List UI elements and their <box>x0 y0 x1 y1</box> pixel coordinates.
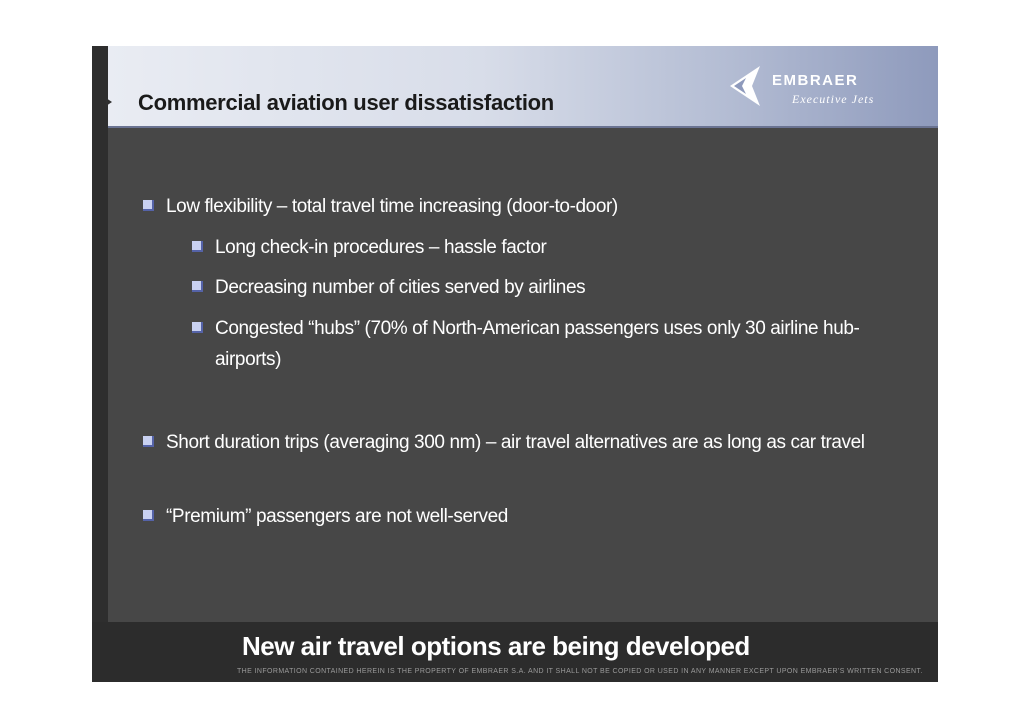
bullet-item <box>166 427 896 458</box>
square-bullet-icon <box>143 200 154 211</box>
bullet-text: Decreasing number of cities served by airlines <box>215 277 586 298</box>
bullet-text: Short duration trips (averaging 300 nm) – air travel alternatives are as long as car travel <box>166 432 865 453</box>
square-bullet-icon <box>192 281 203 292</box>
bullet-text: Congested “hubs” (70% of North-American passengers uses only 30 airline hub-airports) <box>215 318 860 370</box>
bullet-text: “Premium” passengers are not well-served <box>166 506 508 527</box>
bullet-list <box>92 46 938 606</box>
square-bullet-icon <box>192 241 203 252</box>
confidentiality-notice: THE INFORMATION CONTAINED HEREIN IS THE PROPERTY OF EMBRAER S.A. AND IT SHALL NOT BE COPIED OR USED IN ANY MANNER EXCEPT UPON EMBRAER'S WRITTEN CONSENT. <box>237 668 923 675</box>
slide <box>92 46 938 682</box>
sub-bullet-item <box>215 232 905 263</box>
bullet-text: Long check-in procedures – hassle factor <box>215 237 547 258</box>
logo-wordmark: EMBRAER <box>772 72 859 89</box>
square-bullet-icon <box>143 436 154 447</box>
bullet-item <box>166 191 886 222</box>
sub-bullet-item <box>215 313 905 375</box>
bullet-text: Low flexibility – total travel time increasing (door-to-door) <box>166 196 618 217</box>
footer-headline: New air travel options are being developed <box>242 631 750 661</box>
bullet-item <box>166 501 896 532</box>
square-bullet-icon <box>143 510 154 521</box>
slide-title: Commercial aviation user dissatisfaction <box>138 90 554 115</box>
square-bullet-icon <box>192 322 203 333</box>
sub-bullet-item <box>215 272 905 303</box>
logo-tagline: Executive Jets <box>792 92 875 106</box>
